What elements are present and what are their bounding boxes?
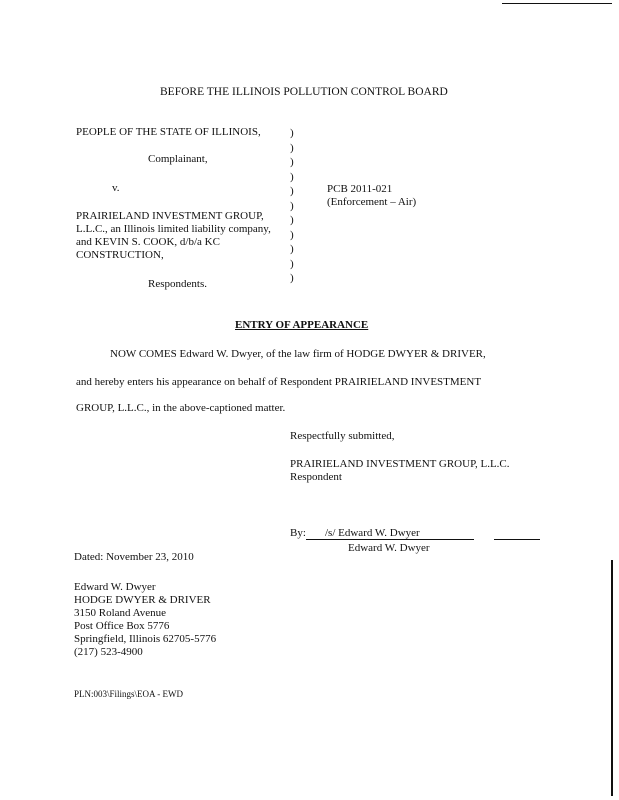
paren: )	[290, 141, 294, 154]
signer-name: Edward W. Dwyer	[348, 542, 430, 554]
respondent-role: Respondents.	[148, 278, 207, 290]
signature: /s/ Edward W. Dwyer	[325, 527, 420, 539]
complainant-name: PEOPLE OF THE STATE OF ILLINOIS,	[76, 126, 261, 138]
paren: )	[290, 243, 294, 255]
body-line-1: NOW COMES Edward W. Dwyer, of the law firm of HODGE DWYER & DRIVER,	[110, 348, 486, 360]
respondent-line-4: CONSTRUCTION,	[76, 249, 164, 261]
contact-phone: (217) 523-4900	[74, 646, 143, 658]
entry-heading: ENTRY OF APPEARANCE	[235, 319, 369, 331]
paren: )	[290, 170, 294, 183]
respondent-line-3: and KEVIN S. COOK, d/b/a KC	[76, 236, 220, 248]
closing-salutation: Respectfully submitted,	[290, 430, 395, 442]
date-line: Dated: November 23, 2010	[74, 551, 194, 563]
paren: )	[290, 214, 294, 226]
closing-role: Respondent	[290, 471, 342, 483]
versus-label: v.	[112, 182, 120, 194]
document-title: BEFORE THE ILLINOIS POLLUTION CONTROL BOARD	[160, 86, 448, 98]
closing-party: PRAIRIELAND INVESTMENT GROUP, L.L.C.	[290, 458, 510, 470]
paren: )	[290, 156, 294, 168]
paren: )	[290, 199, 294, 212]
case-type: (Enforcement – Air)	[327, 196, 417, 208]
paren: )	[290, 257, 294, 270]
body-line-3: GROUP, L.L.C., in the above-captioned matter.	[76, 402, 286, 414]
contact-po-box: Post Office Box 5776	[74, 620, 170, 632]
contact-city: Springfield, Illinois 62705-5776	[74, 633, 217, 645]
case-number: PCB 2011-021	[327, 183, 393, 195]
signature-line	[306, 539, 474, 540]
paren: )	[290, 228, 294, 241]
scan-top-rule	[502, 3, 612, 4]
by-label: By:	[290, 527, 306, 539]
respondent-line-2: L.L.C., an Illinois limited liability company,	[76, 223, 271, 235]
scan-right-border	[611, 560, 613, 796]
respondent-line-1: PRAIRIELAND INVESTMENT GROUP,	[76, 210, 264, 222]
contact-firm: HODGE DWYER & DRIVER	[74, 594, 211, 606]
paren: )	[290, 185, 294, 197]
body-line-2: and hereby enters his appearance on behalf of Respondent PRAIRIELAND INVESTMENT	[76, 376, 482, 388]
contact-street: 3150 Roland Avenue	[74, 607, 167, 619]
caption-parentheses	[290, 126, 294, 286]
footer-reference: PLN:003\Filings\EOA - EWD	[74, 689, 184, 699]
signature-line-extra	[494, 539, 540, 540]
complainant-role: Complainant,	[148, 153, 208, 165]
paren: )	[290, 272, 294, 284]
contact-name: Edward W. Dwyer	[74, 581, 156, 593]
paren: )	[290, 127, 294, 139]
